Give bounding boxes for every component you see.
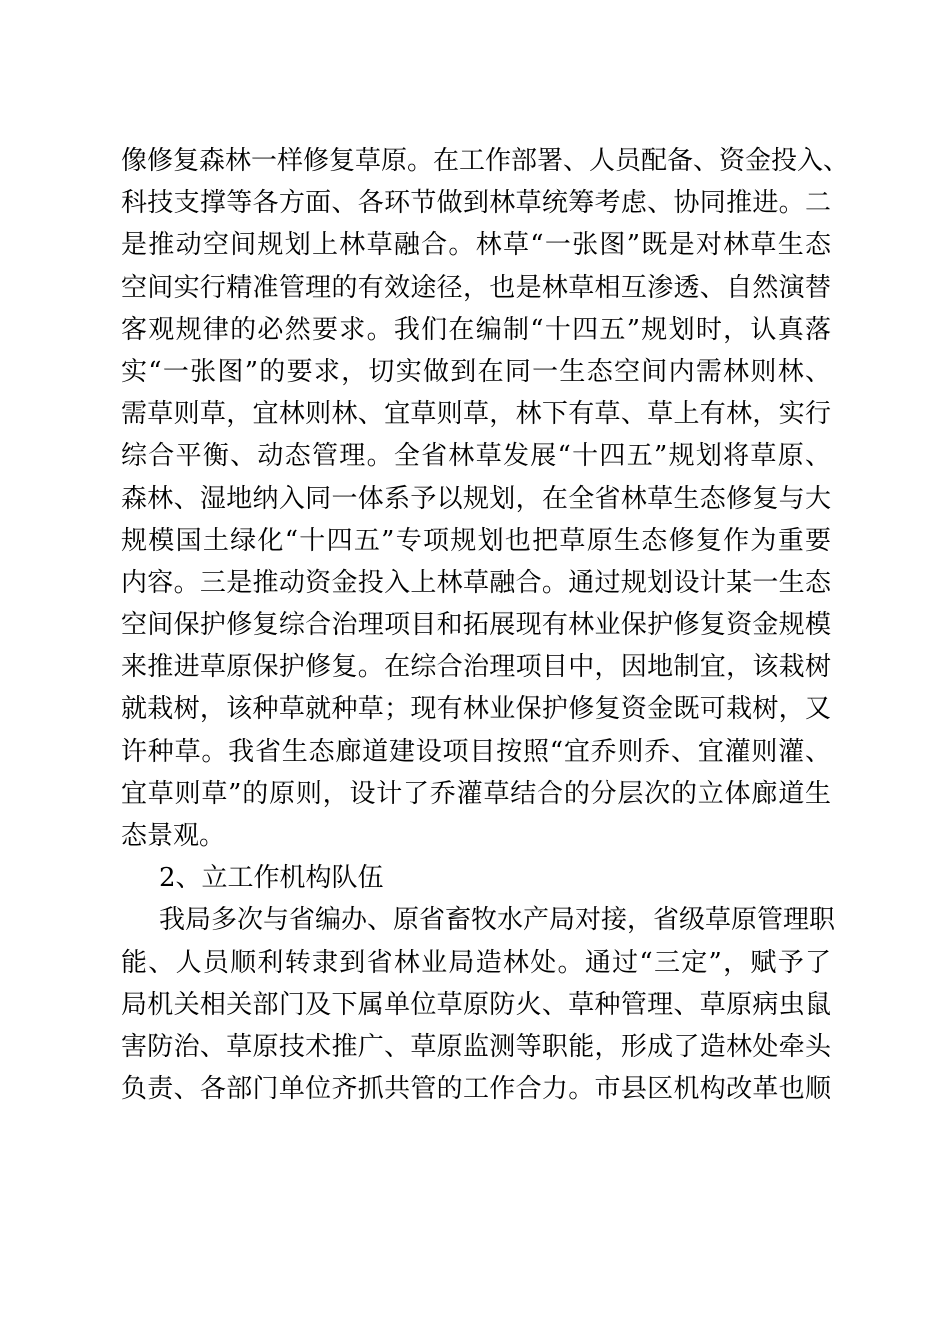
text-line: 内容。三是推动资金投入上林草融合。通过规划设计某一生态 <box>121 567 831 598</box>
text-line: 规模国土绿化“十四五”专项规划也把草原生态修复作为重要 <box>121 525 831 556</box>
section-heading: 2、立工作机构队伍 <box>159 863 384 894</box>
body-text <box>121 140 850 1110</box>
text-line: 许种草。我省生态廊道建设项目按照“宜乔则乔、宜灌则灌、 <box>121 736 831 767</box>
text-line: 我局多次与省编办、原省畜牧水产局对接，省级草原管理职 <box>159 905 836 936</box>
text-line: 综合平衡、动态管理。全省林草发展“十四五”规划将草原、 <box>121 441 831 472</box>
text-line: 空间实行精准管理的有效途径，也是林草相互渗透、自然演替 <box>121 272 831 303</box>
text-line: 宜草则草”的原则，设计了乔灌草结合的分层次的立体廊道生 <box>121 778 831 809</box>
text-line: 科技支撑等各方面、各环节做到林草统筹考虑、协同推进。二 <box>121 188 831 219</box>
text-line: 局机关相关部门及下属单位草原防火、草种管理、草原病虫鼠 <box>121 989 831 1020</box>
text-line: 客观规律的必然要求。我们在编制“十四五”规划时，认真落 <box>121 314 831 345</box>
text-line: 森林、湿地纳入同一体系予以规划，在全省林草生态修复与大 <box>121 483 831 514</box>
text-line: 害防治、草原技术推广、草原监测等职能，形成了造林处牵头 <box>121 1031 831 1062</box>
text-line: 像修复森林一样修复草原。在工作部署、人员配备、资金投入、 <box>121 146 850 176</box>
text-line: 是推动空间规划上林草融合。林草“一张图”既是对林草生态 <box>121 230 831 261</box>
text-line: 来推进草原保护修复。在综合治理项目中，因地制宜，该栽树 <box>121 652 831 683</box>
text-line: 空间保护修复综合治理项目和拓展现有林业保护修复资金规模 <box>121 610 831 641</box>
text-line: 能、人员顺利转隶到省林业局造林处。通过“三定”，赋予了 <box>121 947 831 978</box>
text-line: 实“一张图”的要求，切实做到在同一生态空间内需林则林、 <box>121 356 831 387</box>
text-line: 态景观。 <box>121 821 226 851</box>
text-line: 负责、各部门单位齐抓共管的工作合力。市县区机构改革也顺 <box>121 1074 831 1105</box>
text-line: 需草则草，宜林则林、宜草则草，林下有草、草上有林，实行 <box>121 399 831 430</box>
text-line: 就栽树，该种草就种草；现有林业保护修复资金既可栽树，又 <box>121 694 831 725</box>
